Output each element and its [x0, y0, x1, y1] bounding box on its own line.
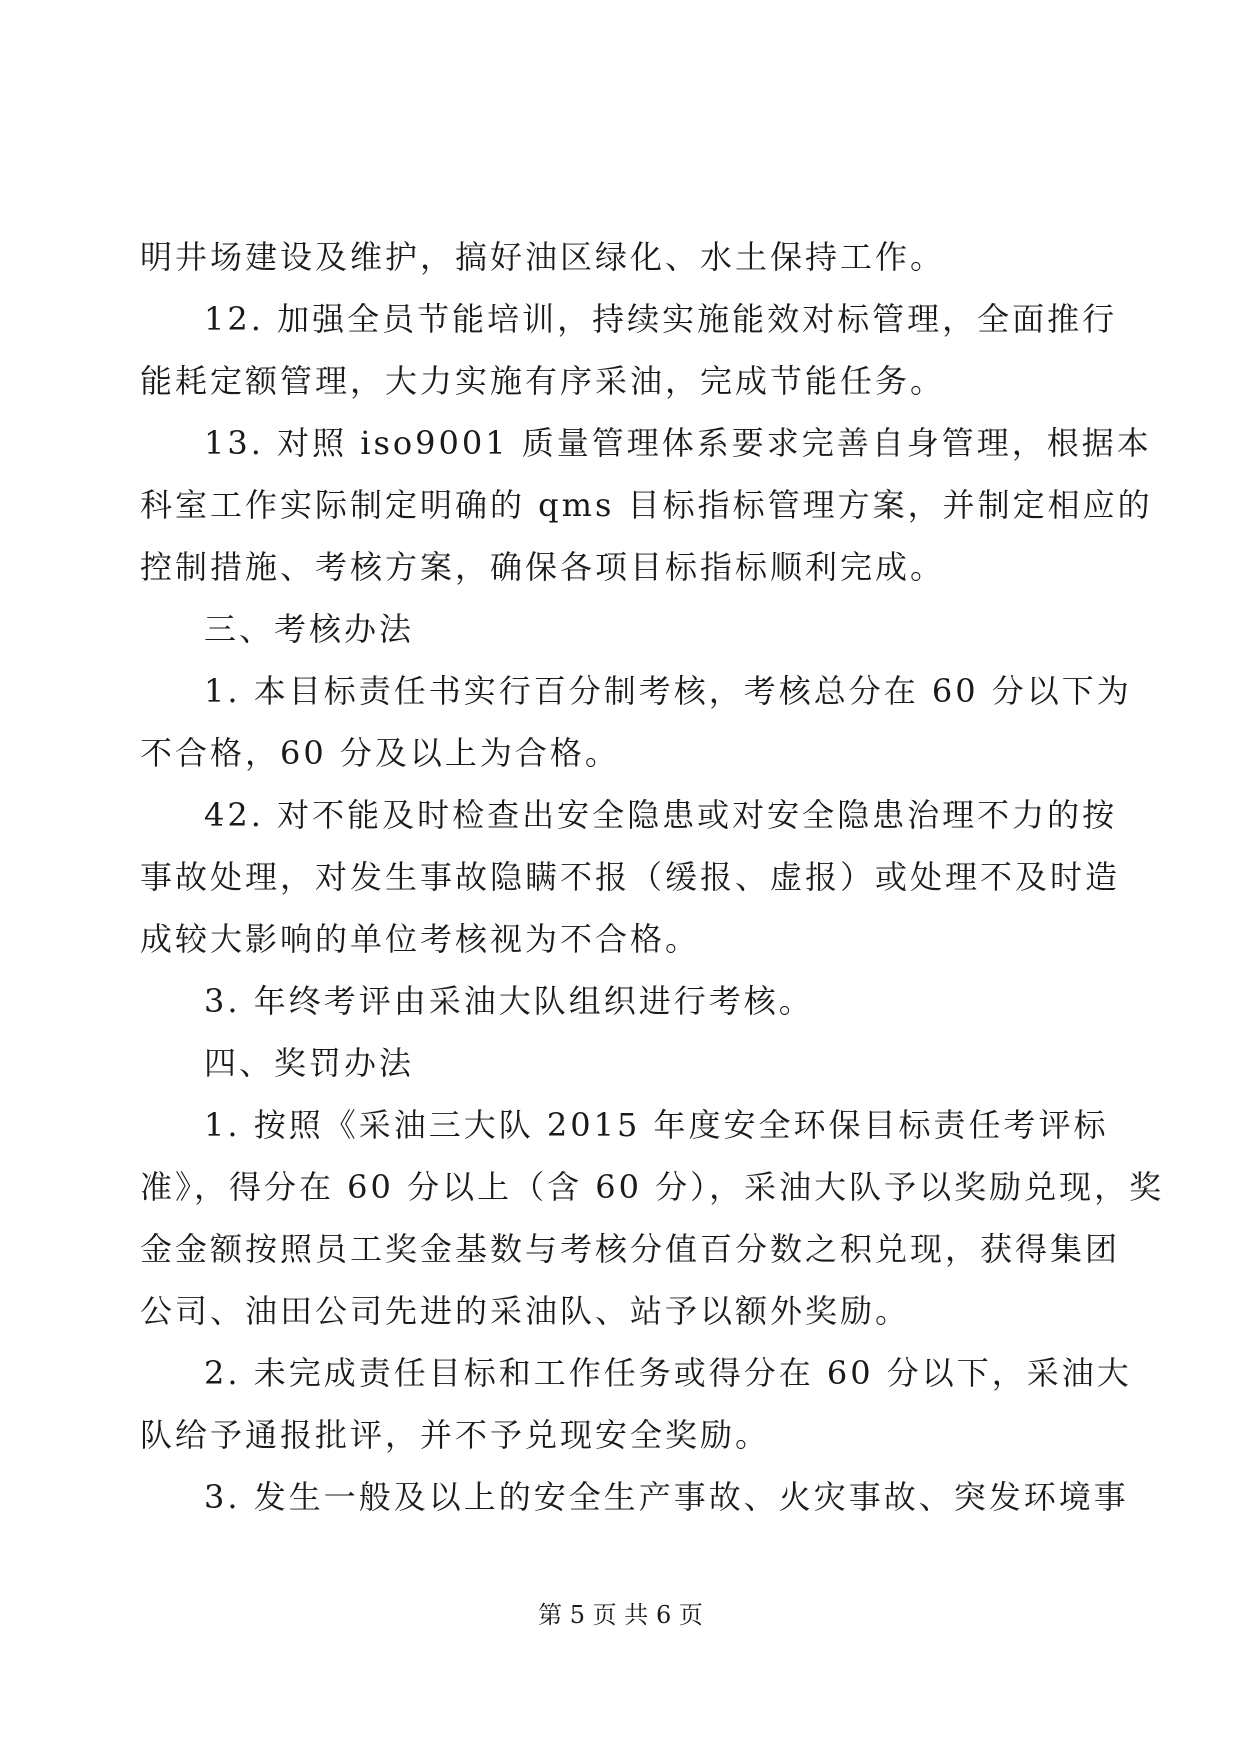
- text-line: 能耗定额管理，大力实施有序采油，完成节能任务。: [140, 362, 946, 400]
- section-heading: 四、奖罚办法: [204, 1044, 415, 1082]
- text-line: 不合格，60 分及以上为合格。: [140, 734, 620, 772]
- page-number-footer: 第 5 页 共 6 页: [538, 1601, 703, 1629]
- text-line: 3. 发生一般及以上的安全生产事故、火灾事故、突发环境事: [204, 1478, 1129, 1516]
- document-body: [140, 226, 1165, 1528]
- text-line: 12. 加强全员节能培训，持续实施能效对标管理，全面推行: [204, 300, 1118, 338]
- text-line: 队给予通报批评，并不予兑现安全奖励。: [140, 1416, 771, 1454]
- section-heading: 三、考核办法: [204, 610, 415, 648]
- text-line: 42. 对不能及时检查出安全隐患或对安全隐患治理不力的按: [204, 796, 1118, 834]
- text-line: 事故处理，对发生事故隐瞒不报（缓报、虚报）或处理不及时造: [140, 858, 1121, 896]
- text-line: 控制措施、考核方案，确保各项目标指标顺利完成。: [140, 548, 946, 586]
- text-line: 金金额按照员工奖金基数与考核分值百分数之积兑现，获得集团: [140, 1230, 1121, 1268]
- text-line: 13. 对照 iso9001 质量管理体系要求完善自身管理，根据本: [204, 424, 1152, 462]
- text-line: 科室工作实际制定明确的 qms 目标指标管理方案，并制定相应的: [140, 486, 1153, 524]
- text-line: 成较大影响的单位考核视为不合格。: [140, 920, 701, 958]
- text-line: 公司、油田公司先进的采油队、站予以额外奖励。: [140, 1292, 911, 1330]
- text-line: 3. 年终考评由采油大队组织进行考核。: [204, 982, 814, 1020]
- text-line: 明井场建设及维护，搞好油区绿化、水土保持工作。: [140, 238, 946, 276]
- text-line: 1. 本目标责任书实行百分制考核，考核总分在 60 分以下为: [204, 672, 1132, 710]
- text-line: 1. 按照《采油三大队 2015 年度安全环保目标责任考评标: [204, 1106, 1109, 1144]
- text-line: 2. 未完成责任目标和工作任务或得分在 60 分以下，采油大: [204, 1354, 1132, 1392]
- text-line: 准》，得分在 60 分以上（含 60 分），采油大队予以奖励兑现，奖: [140, 1168, 1165, 1206]
